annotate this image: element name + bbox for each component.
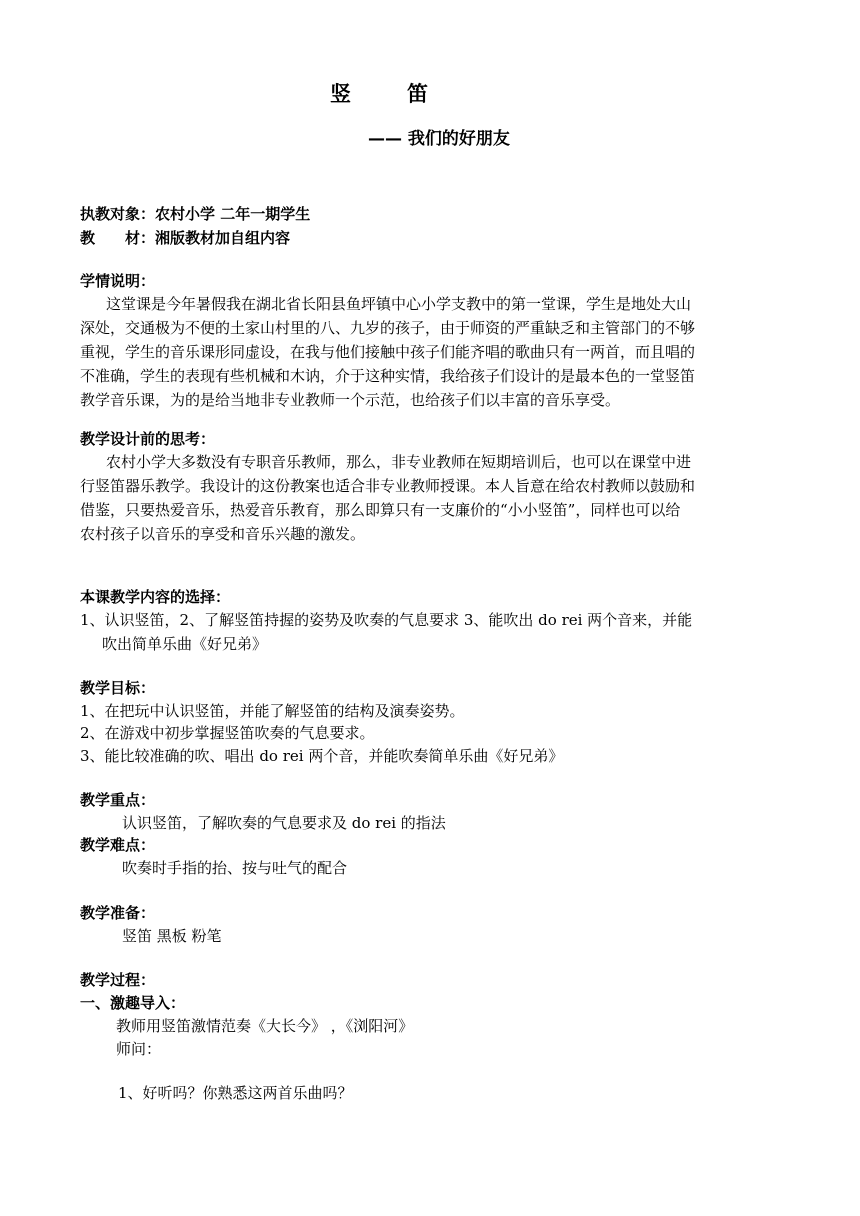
learning-line: 这堂课是今年暑假我在湖北省长阳县鱼坪镇中心小学支教中的第一堂课，学生是地处大山	[106, 295, 692, 313]
design-heading: 教学设计前的思考：	[80, 430, 216, 448]
teaching-material: 教 材：湘版教材加自组内容	[80, 229, 291, 247]
content-line: 1、认识竖笛，2、了解竖笛持握的姿势及吹奏的气息要求 3、能吹出 do rei 两个音来，并能	[80, 611, 693, 629]
key-heading: 教学重点：	[80, 791, 156, 809]
title-char-2: 笛	[407, 82, 428, 106]
title-char-1: 竖	[330, 82, 351, 106]
learning-line: 不准确，学生的表现有些机械和木讷，介于这种实情，我给孩子们设计的是最本色的一堂竖笛	[80, 367, 696, 385]
prep-text: 竖笛 黑板 粉笔	[122, 927, 222, 945]
step1-line: 师问：	[116, 1040, 162, 1058]
key-text: 认识竖笛，了解吹奏的气息要求及 do rei 的指法	[122, 814, 446, 832]
design-line: 农村孩子以音乐的享受和音乐兴趣的激发。	[80, 525, 366, 543]
step1-heading: 一、激趣导入：	[80, 994, 186, 1012]
teaching-target: 执教对象：农村小学 二年一期学生	[80, 205, 311, 223]
goal-item: 2、在游戏中初步掌握竖笛吹奏的气息要求。	[80, 724, 375, 742]
difficulty-text: 吹奏时手指的抬、按与吐气的配合	[122, 859, 348, 877]
design-line: 借鉴，只要热爱音乐，热爱音乐教育，那么即算只有一支廉价的“小小竖笛”，同样也可以给	[80, 501, 681, 519]
prep-heading: 教学准备：	[80, 904, 156, 922]
goals-heading: 教学目标：	[80, 679, 156, 697]
question-item: 1、好听吗？你熟悉这两首乐曲吗？	[118, 1084, 353, 1102]
step1-line: 教师用竖笛激情范奏《大长今》 ，《浏阳河》	[116, 1017, 414, 1035]
design-line: 行竖笛器乐教学。我设计的这份教案也适合非专业教师授课。本人旨意在给农村教师以鼓励和	[80, 477, 696, 495]
learning-line: 深处，交通极为不便的土家山村里的八、九岁的孩子，由于师资的严重缺乏和主管部门的不够	[80, 319, 696, 337]
goal-item: 1、在把玩中认识竖笛，并能了解竖笛的结构及演奏姿势。	[80, 702, 465, 720]
process-heading: 教学过程：	[80, 971, 156, 989]
document-subtitle: —— 我们的好朋友	[368, 129, 510, 149]
learning-line: 教学音乐课，为的是给当地非专业教师一个示范，也给孩子们以丰富的音乐享受。	[80, 391, 621, 409]
content-line: 吹出简单乐曲《好兄弟》	[102, 635, 268, 653]
learning-heading: 学情说明：	[80, 272, 156, 290]
learning-line: 重视，学生的音乐课形同虚设，在我与他们接触中孩子们能齐唱的歌曲只有一两首，而且唱的	[80, 343, 696, 361]
content-heading: 本课教学内容的选择：	[80, 588, 231, 606]
document-title	[330, 78, 428, 108]
difficulty-heading: 教学难点：	[80, 836, 156, 854]
design-line: 农村小学大多数没有专职音乐教师，那么，非专业教师在短期培训后，也可以在课堂中进	[106, 453, 692, 471]
goal-item: 3、能比较准确的吹、唱出 do rei 两个音，并能吹奏简单乐曲《好兄弟》	[80, 747, 564, 765]
